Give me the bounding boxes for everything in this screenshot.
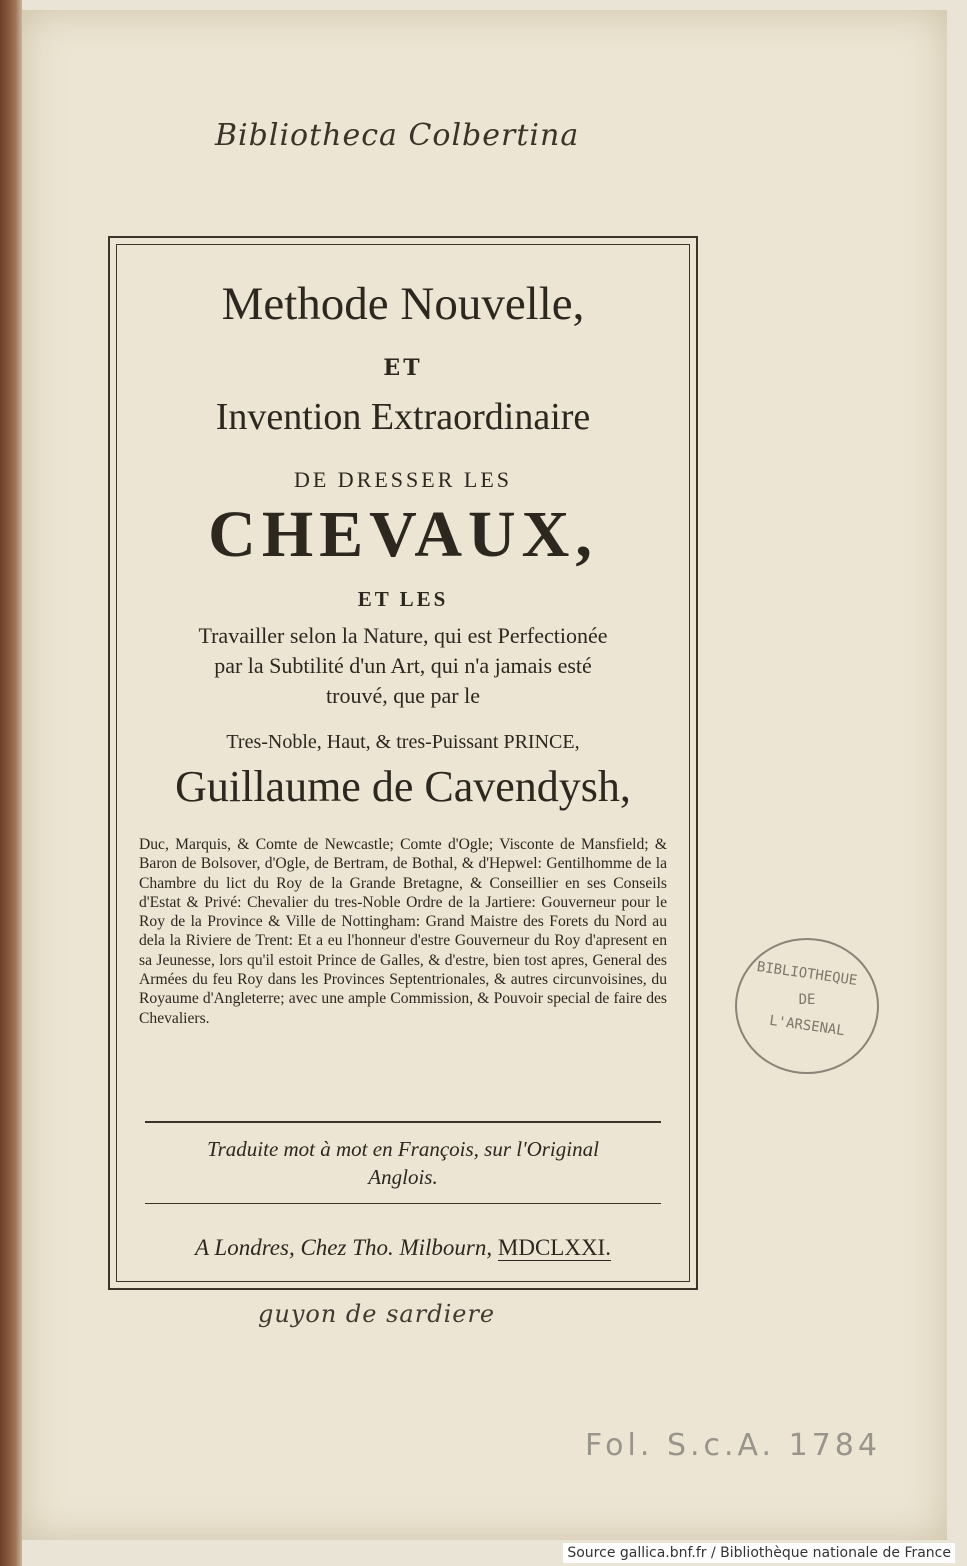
shelfmark: Fol. S.c.A. 1784 [585,1428,881,1463]
author-name: Guillaume de Cavendysh, [175,762,631,811]
stamp-line-3: L'ARSENAL [768,1012,846,1040]
author-honorific: Tres-Noble, Haut, & tres-Puissant PRINCE, [226,731,580,753]
title-line-1: Methode Nouvelle, [221,278,585,330]
imprint [117,1235,689,1261]
title-chevaux: CHEVAUX, [208,498,598,571]
library-stamp [735,938,879,1074]
owner-signature: guyon de sardiere [258,1300,496,1328]
title-et-1: ET [383,355,423,381]
source-credit: Source gallica.bnf.fr / Bibliothèque nationale de France [563,1543,955,1563]
title-dresser: DE DRESSER LES [293,467,513,492]
subtitle-line-3: trouvé, que par le [326,683,480,708]
author-titles: Duc, Marquis, & Comte de Newcastle; Comte d'Ogle; Visconte de Mansfield; & Baron de Bolsover, d'Ogle, de Bertram, de Bothal, & d'Hepwel: Gentilhomme de la Chambre du lict du Roy de la Grande Bretagne, & Conseillier en ses Conseils d'Estat & Privé: Chevalier du tres-Noble Ordre de la Jartiere: Gouverneur pour le Roy de la Province & Ville de Nottingham: Grand Maistre des Forets du Nord au dela la Riviere de Trent: Et a eu l'honneur d'estre Gouverneur du Roy d'apresent en sa Jeunesse, lors qu'il estoit Prince de Galles, & d'estre, bien tost apres, General des Armées du feu Roy dans les Provinces Septentrionales, & autres circunvoisines, du Royaume d'Angleterre; avec une ample Commission, & Pouvoir special de faire des Chevaliers. [139,836,667,1027]
divider-rule-2 [145,1203,661,1204]
translation-note-1: Traduite mot à mot en François, sur l'Original [207,1137,599,1161]
title-frame [108,236,698,1290]
ownership-inscription: Bibliotheca Colbertina [215,118,580,153]
imprint-year: MDCLXXI. [497,1235,611,1260]
subtitle-line-1: Travailler selon la Nature, qui est Perfectionée [198,623,608,648]
stamp-line-1: BIBLIOTHEQUE [755,959,859,989]
stamp-line-2: DE [798,992,816,1008]
title-line-2: Invention Extraordinaire [215,396,591,438]
book-spine [0,0,22,1566]
title-frame-inner [116,244,690,1282]
title-et-2: ET LES [357,587,449,611]
divider-rule-1 [145,1121,661,1123]
imprint-place-publisher: A Londres, Chez Tho. Milbourn, [195,1235,493,1260]
subtitle-line-2: par la Subtilité d'un Art, qui n'a jamais esté [214,653,592,678]
translation-note-2: Anglois. [368,1165,438,1189]
